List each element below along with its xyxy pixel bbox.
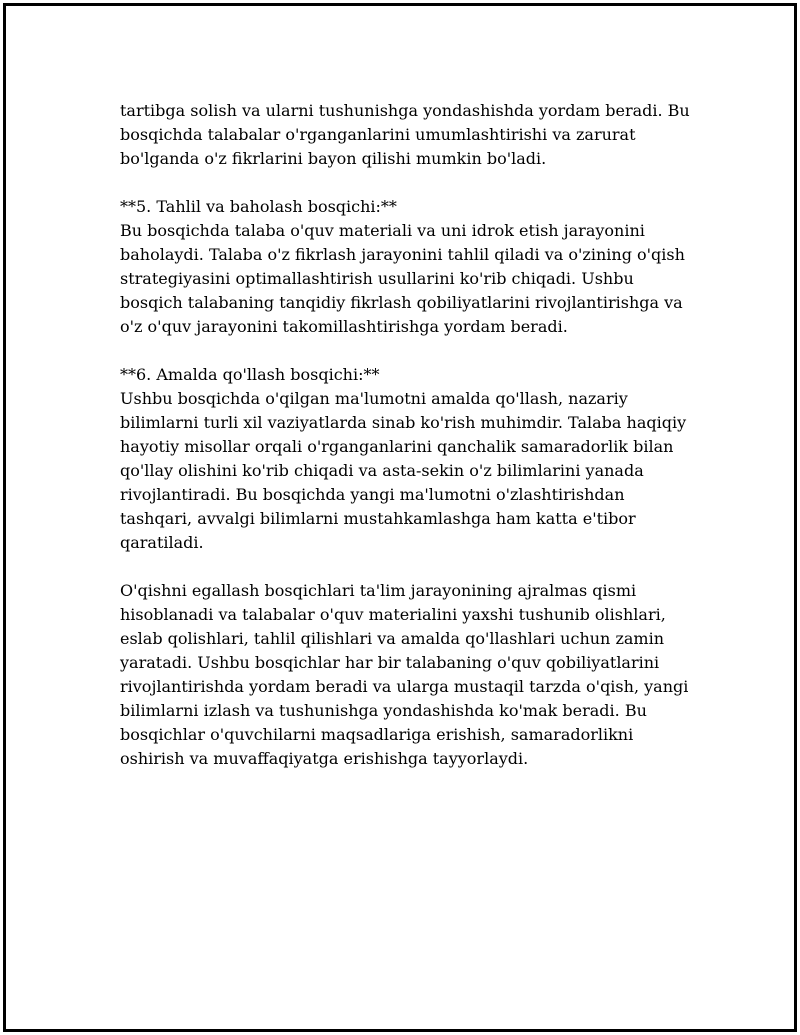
- document-body: [120, 99, 700, 771]
- paragraph-conclusion: O'qishni egallash bosqichlari ta'lim jarayonining ajralmas qismi hisoblanadi va talabalar o'quv materialini yaxshi tushunib olishlari, eslab qolishlari, tahlil qilishlari va amalda qo'llashlari uchun zamin yaratadi. Ushbu bosqichlar har bir talabaning o'quv qobiliyatlarini rivojlantirishda yordam beradi va ularga mustaqil tarzda o'qish, yangi bilimlarni izlash va tushunishga yondashishda ko'mak beradi. Bu bosqichlar o'quvchilarni maqsadlariga erishish, samaradorlikni oshirish va muvaffaqiyatga erishishga tayyorlaydi.: [120, 581, 689, 768]
- paragraph-intro: tartibga solish va ularni tushunishga yondashishda yordam beradi. Bu bosqichda talabalar o'rganganlarini umumlashtirishi va zarurat bo'lganda o'z fikrlarini bayon qilishi mumkin bo'ladi.: [120, 101, 690, 168]
- section-5-heading: **5. Tahlil va baholash bosqichi:**: [120, 197, 397, 216]
- section-6-heading: **6. Amalda qo'llash bosqichi:**: [120, 365, 380, 384]
- section-5-body: Bu bosqichda talaba o'quv materiali va uni idrok etish jarayonini baholaydi. Talaba o'z fikrlash jarayonini tahlil qiladi va o'zining o'qish strategiyasini optimallashtirish usullarini ko'rib chiqadi. Ushbu bosqich talabaning tanqidiy fikrlash qobiliyatlarini rivojlantirishga va o'z o'quv jarayonini takomillashtirishga yordam beradi.: [120, 221, 685, 336]
- section-6: [120, 363, 700, 555]
- document-page: [3, 3, 797, 1032]
- section-5: [120, 195, 700, 339]
- section-6-body: Ushbu bosqichda o'qilgan ma'lumotni amalda qo'llash, nazariy bilimlarni turli xil vaziyatlarda sinab ko'rish muhimdir. Talaba haqiqiy hayotiy misollar orqali o'rganganlarini qanchalik samaradorlik bilan qo'llay olishini ko'rib chiqadi va asta-sekin o'z bilimlarini yanada rivojlantiradi. Bu bosqichda yangi ma'lumotni o'zlashtirishdan tashqari, avvalgi bilimlarni mustahkamlashga ham katta e'tibor qaratiladi.: [120, 389, 687, 552]
